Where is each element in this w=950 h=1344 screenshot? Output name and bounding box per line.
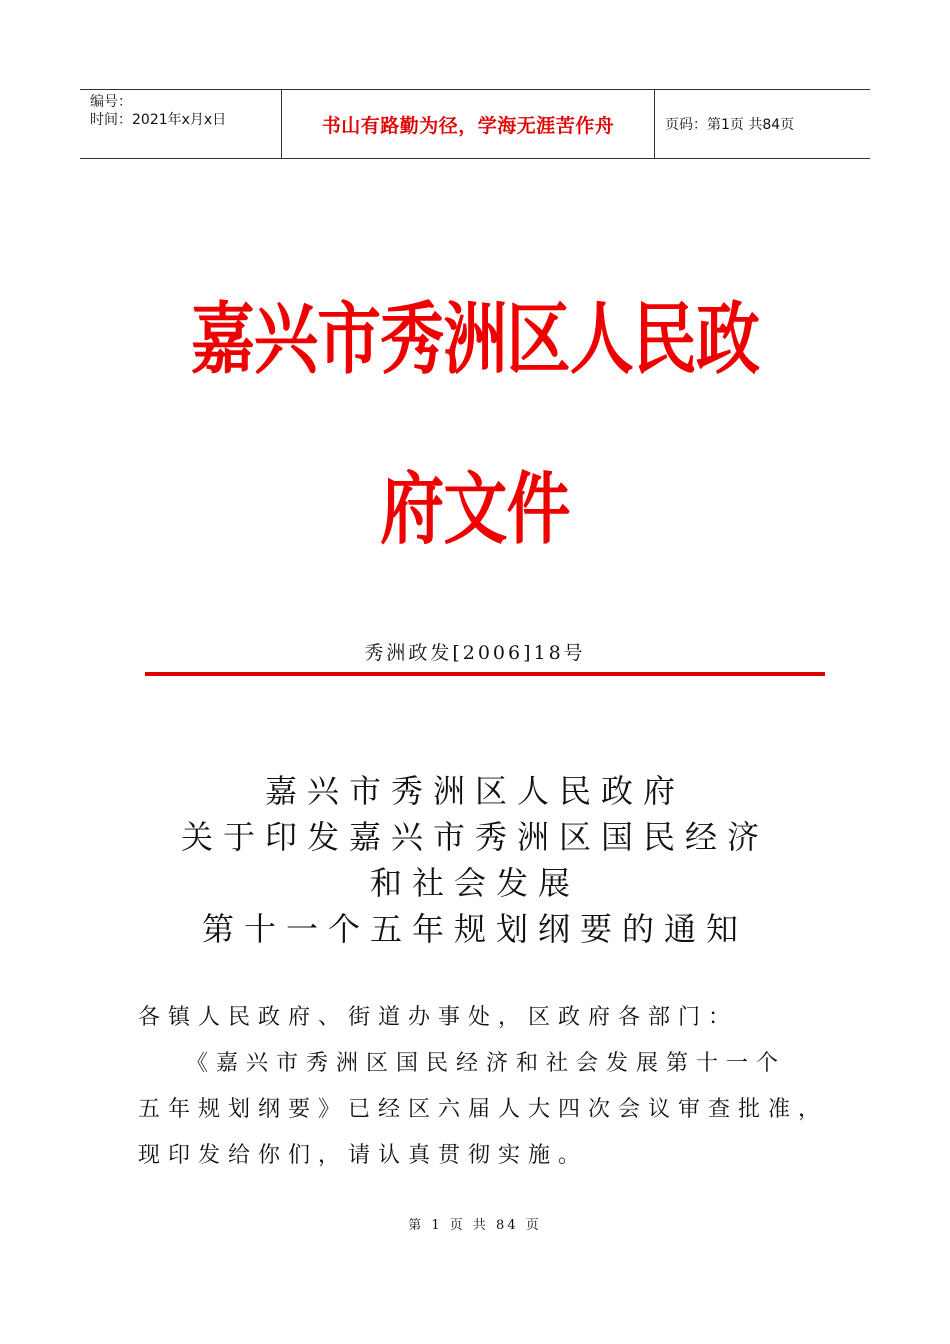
date-label: 时间：2021年x月x日 <box>90 112 227 128</box>
header-motto-cell <box>281 90 655 158</box>
red-divider-line <box>145 672 825 676</box>
document-title: 嘉兴市秀洲区人民政府文件 <box>190 295 760 555</box>
body-paragraph-line: 现印发给你们，请认真贯彻实施。 <box>138 1143 589 1168</box>
header-page-cell <box>655 90 870 158</box>
body-text <box>138 995 838 1179</box>
header-meta-cell <box>80 90 281 158</box>
notice-title-line: 第十一个五年规划纲要的通知 <box>201 910 748 948</box>
body-paragraph-line: 五年规划纲要》已经区六届人大四次会议审查批准， <box>138 1097 829 1122</box>
salutation: 各镇人民政府、街道办事处，区政府各部门： <box>138 1005 739 1030</box>
document-number: 秀洲政发[2006]18号 <box>364 642 586 664</box>
notice-title-line: 和社会发展 <box>369 864 580 902</box>
page-info-text: 页码：第1页 共84页 <box>665 117 795 133</box>
notice-title-line: 嘉兴市秀洲区人民政府 <box>264 772 685 810</box>
notice-title <box>0 768 950 952</box>
serial-number-label: 编号： <box>90 94 132 110</box>
document-header-table <box>80 89 870 159</box>
body-paragraph-line: 《嘉兴市秀洲区国民经济和社会发展第十一个 <box>186 1051 787 1076</box>
page-footer: 第 1 页 共 84 页 <box>408 1218 542 1233</box>
motto-text: 书山有路勤为径，学海无涯苦作舟 <box>321 114 615 137</box>
notice-title-line: 关于印发嘉兴市秀洲区国民经济 <box>180 818 769 856</box>
